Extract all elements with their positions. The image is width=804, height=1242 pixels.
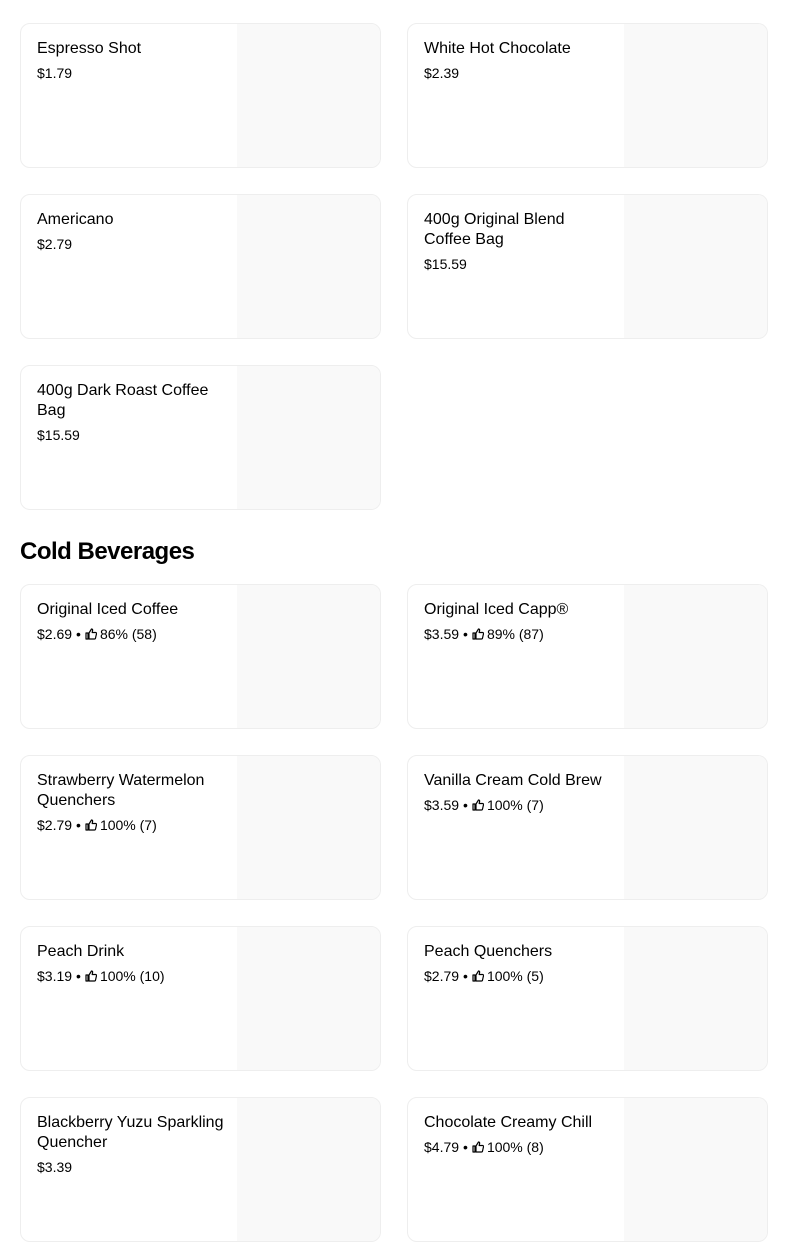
item-rating: 100% (7) — [99, 817, 157, 833]
menu-item-card[interactable] — [20, 365, 381, 510]
menu-item-card[interactable] — [407, 926, 768, 1071]
item-meta — [37, 1158, 227, 1176]
item-name: Peach Drink — [37, 943, 125, 960]
separator-dot: • — [463, 797, 468, 813]
section-title-cold-beverages: Cold Beverages — [20, 538, 195, 565]
thumbs-up-icon — [472, 1141, 484, 1153]
item-image — [237, 585, 381, 728]
menu-item-card[interactable] — [20, 584, 381, 729]
item-meta — [37, 967, 227, 985]
item-price: $2.39 — [424, 65, 460, 81]
item-image — [624, 1098, 768, 1241]
item-price: $15.59 — [37, 427, 80, 443]
separator-dot: • — [76, 817, 81, 833]
item-meta — [424, 967, 614, 985]
item-meta — [424, 625, 614, 643]
item-price: $2.79 — [37, 236, 73, 252]
menu-item-card[interactable] — [407, 755, 768, 900]
item-image — [237, 1098, 381, 1241]
item-name: White Hot Chocolate — [424, 40, 571, 57]
item-image — [237, 756, 381, 899]
item-image — [624, 24, 768, 167]
thumbs-up-icon — [472, 970, 484, 982]
item-rating: 100% (10) — [99, 968, 165, 984]
separator-dot: • — [463, 968, 468, 984]
item-rating: 86% (58) — [99, 626, 157, 642]
item-name: 400g Dark Roast Coffee Bag — [37, 382, 209, 419]
item-image — [237, 195, 381, 338]
thumbs-up-icon — [85, 970, 97, 982]
menu-item-card[interactable] — [20, 1097, 381, 1242]
item-name: Espresso Shot — [37, 40, 142, 57]
separator-dot: • — [463, 1139, 468, 1155]
menu-item-card[interactable] — [20, 755, 381, 900]
separator-dot: • — [463, 626, 468, 642]
item-meta — [424, 1138, 614, 1156]
item-meta — [424, 255, 614, 273]
item-meta — [37, 426, 227, 444]
item-price: $3.19 — [37, 968, 73, 984]
item-image — [237, 366, 381, 509]
thumbs-up-icon — [85, 628, 97, 640]
item-price: $2.69 — [37, 626, 73, 642]
item-name: Original Iced Capp® — [424, 601, 569, 618]
item-price: $3.39 — [37, 1159, 73, 1175]
item-price: $3.59 — [424, 626, 460, 642]
thumbs-up-icon — [85, 819, 97, 831]
item-image — [624, 195, 768, 338]
item-meta — [424, 796, 614, 814]
item-price: $2.79 — [424, 968, 460, 984]
item-image — [624, 756, 768, 899]
item-image — [237, 24, 381, 167]
item-price: $4.79 — [424, 1139, 460, 1155]
item-name: Blackberry Yuzu Sparkling Quencher — [37, 1114, 224, 1151]
menu-item-card[interactable] — [407, 23, 768, 168]
item-name: Americano — [37, 211, 114, 228]
item-name: Peach Quenchers — [424, 943, 553, 960]
item-image — [624, 927, 768, 1070]
separator-dot: • — [76, 626, 81, 642]
item-meta — [424, 64, 614, 82]
item-meta — [37, 816, 227, 834]
menu-item-card[interactable] — [20, 23, 381, 168]
item-meta — [37, 64, 227, 82]
menu-item-card[interactable] — [407, 194, 768, 339]
item-rating: 89% (87) — [486, 626, 544, 642]
item-meta — [37, 625, 227, 643]
item-image — [237, 927, 381, 1070]
menu-item-card[interactable] — [20, 926, 381, 1071]
item-price: $3.59 — [424, 797, 460, 813]
item-name: Chocolate Creamy Chill — [424, 1114, 593, 1131]
item-price: $2.79 — [37, 817, 73, 833]
thumbs-up-icon — [472, 799, 484, 811]
item-name: Vanilla Cream Cold Brew — [424, 772, 602, 789]
item-name: Strawberry Watermelon Quenchers — [37, 772, 205, 809]
item-rating: 100% (5) — [486, 968, 544, 984]
item-rating: 100% (8) — [486, 1139, 544, 1155]
item-price: $15.59 — [424, 256, 467, 272]
menu-item-card[interactable] — [407, 584, 768, 729]
item-name: Original Iced Coffee — [37, 601, 179, 618]
item-rating: 100% (7) — [486, 797, 544, 813]
menu-item-card[interactable] — [20, 194, 381, 339]
item-meta — [37, 235, 227, 253]
separator-dot: • — [76, 968, 81, 984]
menu-item-card[interactable] — [407, 1097, 768, 1242]
thumbs-up-icon — [472, 628, 484, 640]
item-name: 400g Original Blend Coffee Bag — [424, 211, 565, 248]
item-image — [624, 585, 768, 728]
item-price: $1.79 — [37, 65, 73, 81]
